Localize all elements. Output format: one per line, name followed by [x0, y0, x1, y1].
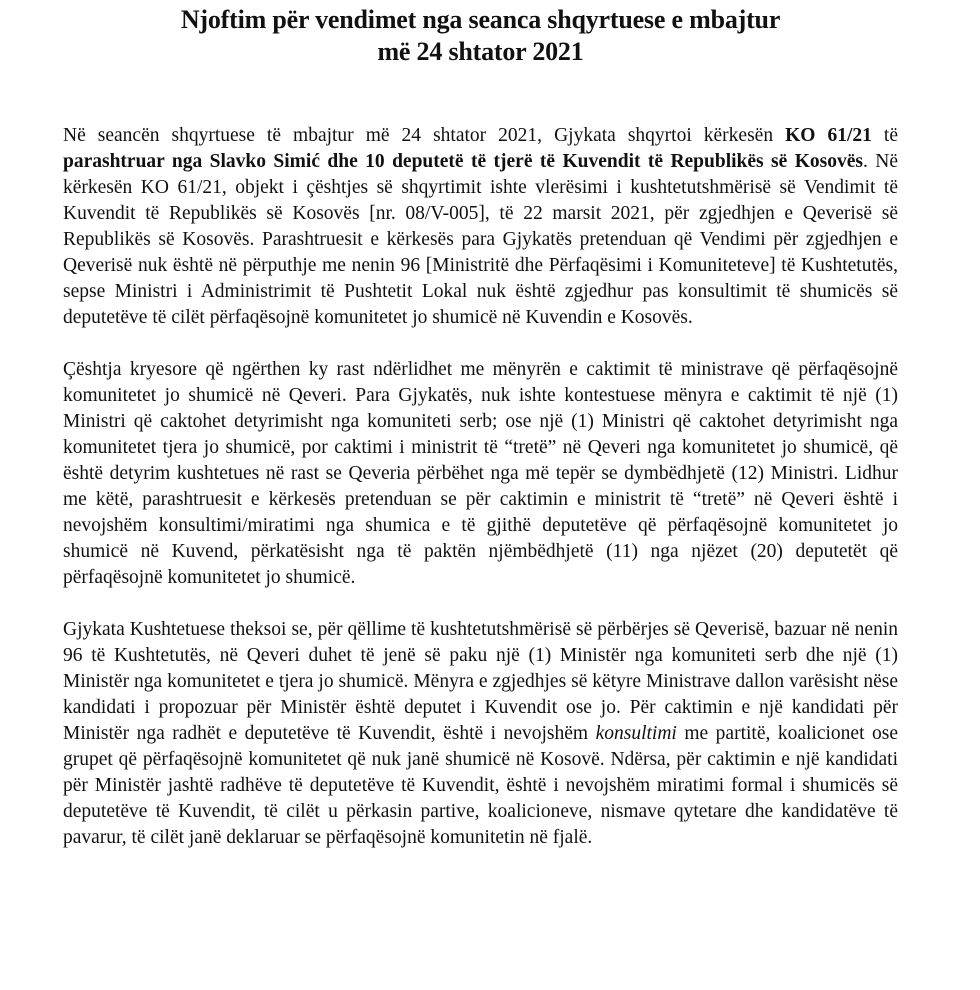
document-body: [63, 123, 898, 851]
paragraph-3: [63, 617, 898, 851]
paragraph-1-text-b: të: [871, 125, 898, 146]
paragraph-2: Çështja kryesore që ngërthen ky rast ndërlidhet me mënyrën e caktimit të ministrave që përfaqësojnë komunitetet jo shumicë në Qeveri. Para Gjykatës, nuk ishte kontestuese mënyra e caktimit të një (1) Ministri që caktohet detyrimisht nga komuniteti serb; ose një (1) Ministri që caktohet detyrimisht nga komunitetet tjera jo shumicë, por caktimi i ministrit të “tretë” në Qeveri nga komunitetet jo shumicë, që është detyrim kushtetues në rast se Qeveria përbëhet nga më tepër se dymbëdhjetë (12) Ministri. Lidhur me këtë, parashtruesit e kërkesës pretenduan se për caktimin e ministrit të “tretë” në Qeveri është i nevojshëm konsultimi/miratimi nga shumica e të gjithë deputetëve që përfaqësojnë komunitetet jo shumicë në Kuvend, përkatësisht nga të paktën njëmbëdhjetë (11) nga njëzet (20) deputetët që përfaqësojnë komunitetet jo shumicë.: [63, 359, 898, 588]
document-page: [63, 0, 898, 851]
title-line-1: Njoftim për vendimet nga seanca shqyrtuese e mbajtur: [180, 5, 781, 34]
emphasis-konsultimi: konsultimi: [595, 723, 677, 744]
case-number: KO 61/21: [785, 125, 872, 146]
paragraph-3-text-b: me partitë, koalicionet ose grupet që përfaqësojnë komunitetet që nuk janë shumicë në Kosovë. Ndërsa, për caktimin e një kandidati për Ministër jashtë radhëve të deputetëve të Kuvendit, është i nevojshëm miratimi formal i shumicës së deputetëve të Kuvendit, të cilët u përkasin partive, koalicioneve, nismave qytetare dhe kandidatëve të pavarur, të cilët janë deklaruar se përfaqësojnë komunitetin në fjalë.: [63, 723, 898, 848]
paragraph-1-text-a: Në seancën shqyrtuese të mbajtur më 24 shtator 2021, Gjykata shqyrtoi kërkesën: [63, 125, 786, 146]
paragraph-1-text-c: . Në kërkesën KO 61/21, objekt i çështjes së shqyrtimit ishte vlerësimi i kushtetutshmërisë së Vendimit të Kuvendit të Republikës së Kosovës [nr. 08/V-005], të 22 marsit 2021, për zgjedhjen e Qeverisë së Republikës së Kosovës. Parashtruesit e kërkesës para Gjykatës pretenduan që Vendimi për zgjedhjen e Qeverisë nuk është në përputhje me nenin 96 [Ministritë dhe Përfaqësimi i Komuniteteve] të Kushtetutës, sepse Ministri i Administrimit të Pushtetit Lokal nuk është zgjedhur pas konsultimit të shumicës së deputetëve të cilët përfaqësojnë komunitetet jo shumicë në Kuvendin e Kosovës.: [63, 151, 898, 328]
applicants: parashtruar nga Slavko Simić dhe 10 deputetë të tjerë të Kuvendit të Republikës së Kosovës: [63, 151, 863, 172]
title-line-2: më 24 shtator 2021: [377, 37, 584, 66]
paragraph-1: [63, 123, 898, 331]
paragraph-3-text-a: Gjykata Kushtetuese theksoi se, për qëllime të kushtetutshmërisë së përbërjes së Qeverisë, bazuar në nenin 96 të Kushtetutës, në Qeveri duhet të jenë së paku një (1) Ministër nga komuniteti serb dhe një (1) Ministër nga komunitetet e tjera jo shumicë. Mënyra e zgjedhjes së këtyre Ministrave dallon varësisht nëse kandidati i propozuar për Ministër është deputet i Kuvendit ose jo. Për caktimin e një kandidati për Ministër nga radhët e deputetëve të Kuvendit, është i nevojshëm: [63, 619, 898, 744]
page-title: [63, 4, 898, 68]
